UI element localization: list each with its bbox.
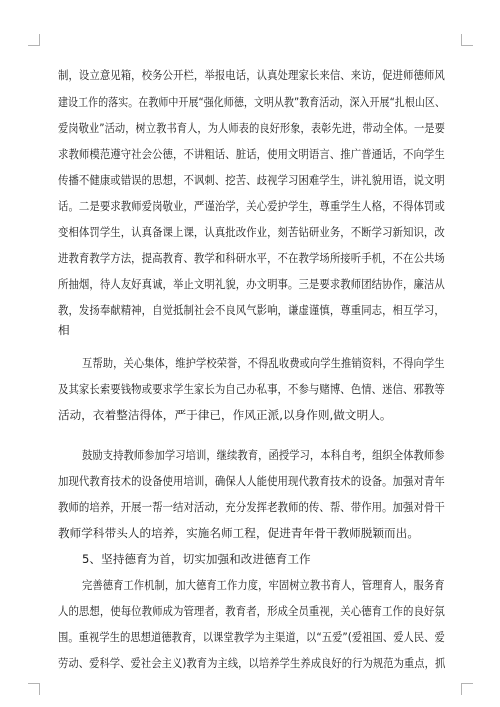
text-line: 进教育教学方法，提高教育、教学和科研水平，不在教学场所接听手机，不在公共场 bbox=[58, 251, 445, 265]
section-heading: 5、坚持德育为首，切实加强和改进德育工作 bbox=[82, 552, 311, 566]
text-line: 活动，衣着整洁得体，严于律已，作风正派,以身作则,做文明人。 bbox=[58, 408, 392, 422]
paragraph-start: 互帮助，关心集体，维护学校荣誉，不得乱收费或向学生推销资料，不得向学生 bbox=[82, 356, 445, 370]
text-line: 变相体罚学生，认真备课上课，认真批改作业，刻苦钻研业务，不断学习新知识，改 bbox=[58, 225, 445, 239]
text-line: 加现代教育技术的设备使用培训，确保人人能使用现代教育技术的设备。加强对青年 bbox=[58, 474, 445, 488]
text-line: 建设工作的落实。在教师中开展“强化师德，文明从教”教育活动，深入开展“扎根山区、 bbox=[58, 95, 445, 109]
text-line: 劳动、爱科学、爱社会主义)教育为主线，以培养学生养成良好的行为规范为重点，抓 bbox=[58, 656, 446, 670]
text-line: 教师学科带头人的培养，实施名师工程，促进青年骨干教师脱颖而出。 bbox=[58, 526, 419, 540]
text-line: 所抽烟，待人友好真诚，举止文明礼貌，办文明事。三是要求教师团结协作，廉洁从 bbox=[58, 277, 445, 291]
paragraph-start: 鼓励支持教师参加学习培训，继续教育，函授学习，本科自考，组织全体教师参 bbox=[82, 448, 445, 462]
text-line: 传播不健康或错误的思想，不讽刺、挖苦、歧视学习困难学生，讲礼貌用语，说文明 bbox=[58, 173, 445, 187]
text-line: 及其家长索要钱物或要求学生家长为自己办私事，不参与赌博、色情、迷信、邪教等 bbox=[58, 382, 445, 396]
paragraph-start: 完善德育工作机制，加大德育工作力度，牢固树立教书育人，管理育人，服务育 bbox=[82, 578, 445, 592]
text-line: 人的思想，使每位教师成为管理者，教育者，形成全员重视，关心德育工作的良好氛 bbox=[58, 604, 445, 618]
text-line: 教师的培养，开展一帮一结对活动，充分发挥老教师的传、帮、带作用。加强对骨干 bbox=[58, 500, 445, 514]
text-line: 教，发扬奉献精神，自觉抵制社会不良风气影响，谦虚谨慎，尊重同志，相互学习， bbox=[58, 303, 445, 317]
text-line: 相 bbox=[58, 323, 70, 337]
text-line: 话。二是要求教师爱岗敬业，严谨治学，关心爱护学生，尊重学生人格，不得体罚或 bbox=[58, 199, 445, 213]
text-line: 求教师模范遵守社会公德，不讲粗话、脏话，使用文明语言、推广普通话，不向学生 bbox=[58, 147, 445, 161]
text-line: 制，设立意见箱，校务公开栏，举报电话，认真处理家长来信、来访，促进师德师风 bbox=[58, 68, 445, 82]
text-line: 围。重视学生的思想道德教育，以课堂教学为主渠道，以“五爱”(爱祖国、爱人民、爱 bbox=[58, 630, 445, 644]
text-line: 爱岗敬业”活动，树立教书育人，为人师表的良好形象，表彰先进，带动全体。一是要 bbox=[58, 121, 445, 135]
